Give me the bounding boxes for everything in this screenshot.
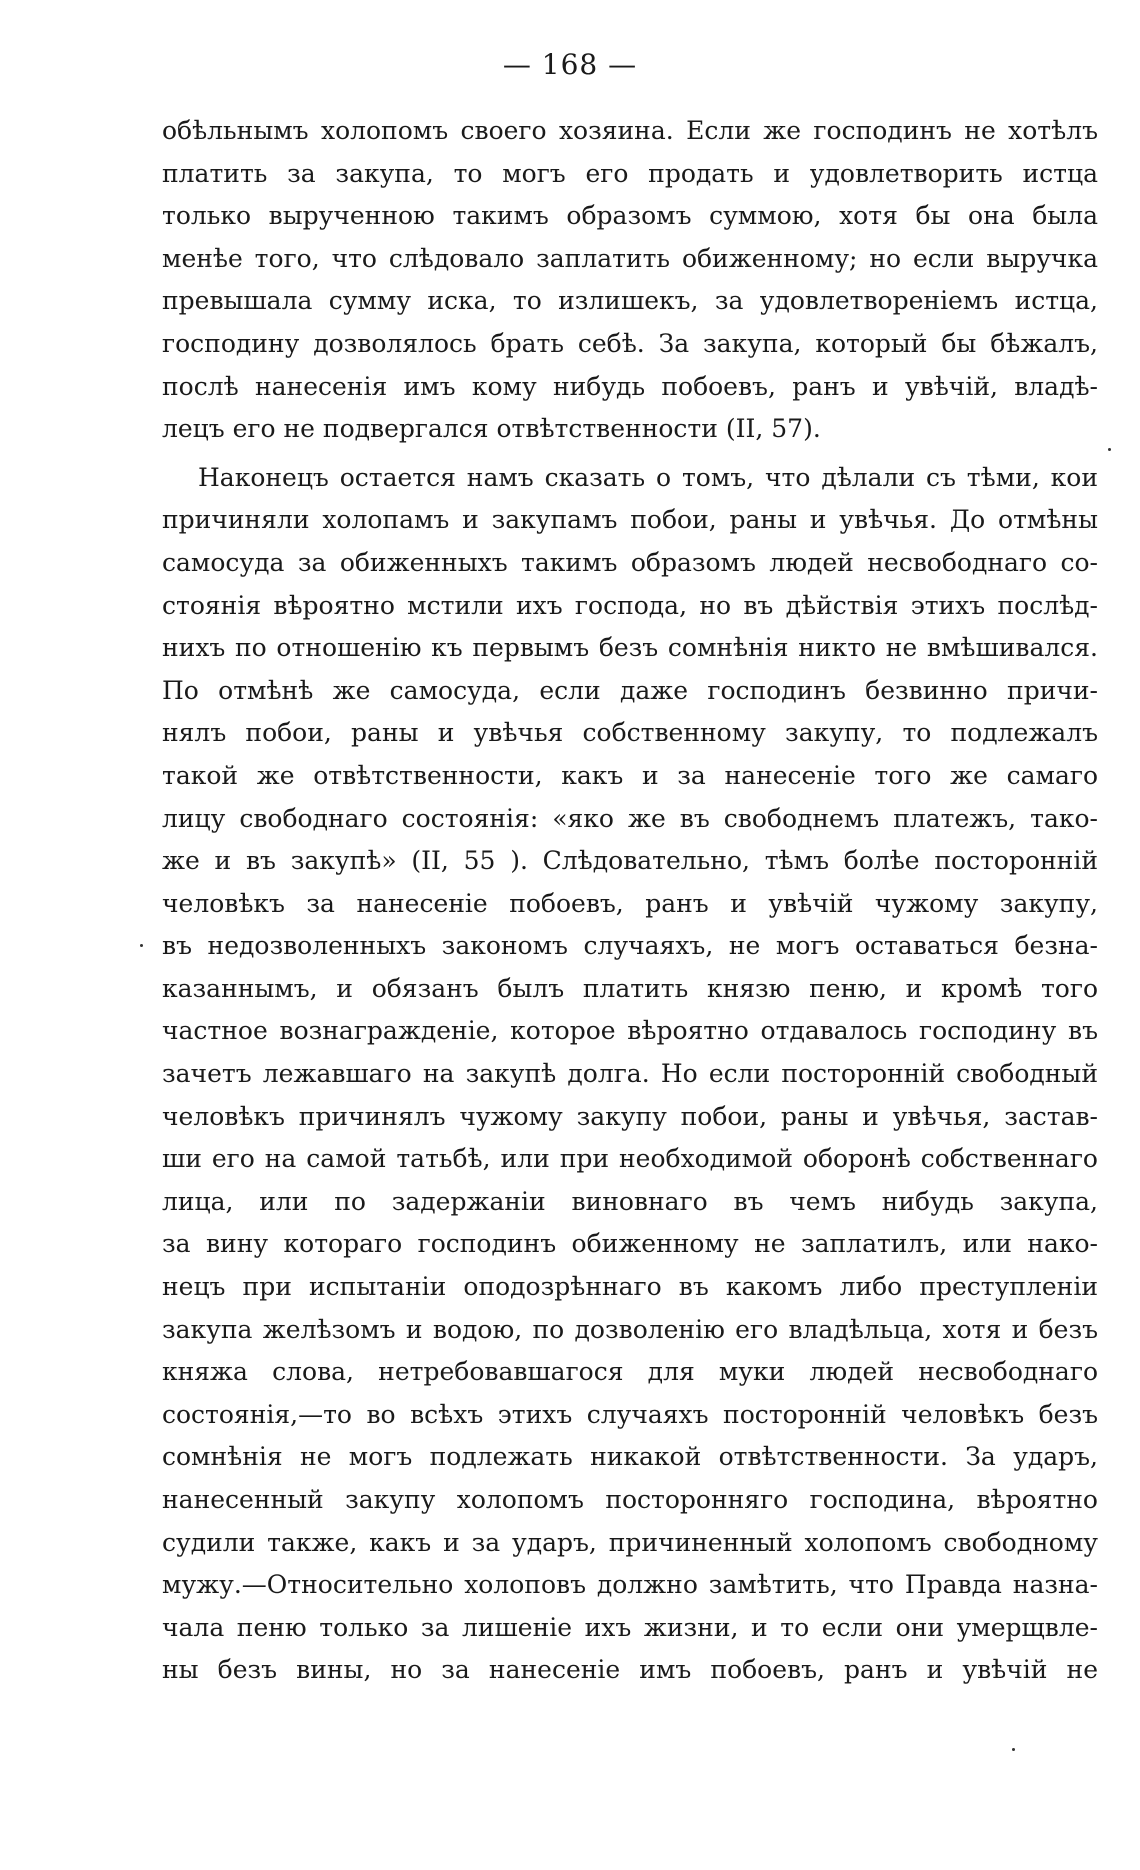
- text-line: лицу свободнаго состоянія: «яко же въ свободнемъ платежъ, тако-: [162, 803, 1098, 833]
- paragraph-2: [162, 457, 1098, 1692]
- paragraph-1: [162, 110, 1098, 451]
- text-line: человѣкъ за нанесеніе побоевъ, ранъ и увѣчій чужому закупу,: [162, 888, 1098, 918]
- text-line: закупа желѣзомъ и водою, по дозволенію его владѣльца, хотя и безъ: [162, 1314, 1098, 1344]
- page-number: — 168 —: [502, 48, 638, 81]
- text-line: обѣльнымъ холопомъ своего хозяина. Если же господинъ не хотѣлъ: [162, 116, 1098, 145]
- text-line: судили также, какъ и за ударъ, причиненный холопомъ свободному: [162, 1527, 1098, 1557]
- text-line: нялъ побои, раны и увѣчья собственному закупу, то подлежалъ: [162, 718, 1098, 748]
- text-line: сомнѣнія не могъ подлежать никакой отвѣтственности. За ударъ,: [162, 1442, 1098, 1472]
- text-line: же и въ закупѣ» (II, 55 ). Слѣдовательно, тѣмъ болѣе посторонній: [162, 846, 1098, 876]
- text-line: послѣ нанесенія имъ кому нибудь побоевъ, ранъ и увѣчій, владѣ-: [162, 371, 1098, 401]
- text-line: лецъ его не подвергался отвѣтственности (II, 57).: [162, 414, 821, 444]
- text-line: нихъ по отношенію къ первымъ безъ сомнѣнія никто не вмѣшивался.: [162, 633, 1098, 663]
- body-text: [162, 110, 1098, 1692]
- text-line: частное вознагражденіе, которое вѣроятно отдавалось господину въ: [162, 1016, 1098, 1046]
- text-line: нанесенный закупу холопомъ посторонняго господина, вѣроятно: [162, 1485, 1098, 1514]
- text-line: казаннымъ, и обязанъ былъ платить князю пеню, и кромѣ того: [162, 973, 1098, 1003]
- text-line: такой же отвѣтственности, какъ и за нанесеніе того же самаго: [162, 760, 1098, 790]
- text-line: за вину котораго господинъ обиженному не заплатилъ, или нако-: [162, 1229, 1098, 1259]
- text-line: мужу.—Относительно холоповъ должно замѣтить, что Правда назна-: [162, 1570, 1098, 1600]
- scan-speck: [140, 944, 143, 947]
- text-line: человѣкъ причинялъ чужому закупу побои, раны и увѣчья, застав-: [162, 1101, 1098, 1131]
- text-line: лица, или по задержаніи виновнаго въ чемъ нибудь закупа,: [162, 1186, 1098, 1216]
- text-line: Наконецъ остается намъ сказать о томъ, что дѣлали съ тѣми, кои: [198, 462, 1098, 492]
- text-line: стоянія вѣроятно мстили ихъ господа, но въ дѣйствія этихъ послѣд-: [162, 590, 1098, 620]
- scan-speck: [1108, 448, 1111, 451]
- scan-speck: [1012, 1748, 1015, 1751]
- text-line: только вырученною такимъ образомъ суммою, хотя бы она была: [162, 201, 1098, 231]
- text-line: превышала сумму иска, то излишекъ, за удовлетвореніемъ истца,: [162, 286, 1098, 316]
- text-line: въ недозволенныхъ закономъ случаяхъ, не могъ оставаться безна-: [162, 931, 1098, 961]
- text-line: платить за закупа, то могъ его продать и удовлетворить истца: [162, 158, 1098, 188]
- text-line: причиняли холопамъ и закупамъ побои, раны и увѣчья. До отмѣны: [162, 505, 1098, 535]
- text-line: чала пеню только за лишеніе ихъ жизни, и то если они умерщвле-: [162, 1612, 1098, 1642]
- text-line: самосуда за обиженныхъ такимъ образомъ людей несвободнаго со-: [162, 547, 1098, 577]
- text-line: княжа слова, нетребовавшагося для муки людей несвободнаго: [162, 1357, 1098, 1387]
- text-line: По отмѣнѣ же самосуда, если даже господинъ безвинно причи-: [162, 675, 1098, 705]
- text-line: ны безъ вины, но за нанесеніе имъ побоевъ, ранъ и увѣчій не: [162, 1655, 1098, 1685]
- text-line: господину дозволялось брать себѣ. За закупа, который бы бѣжалъ,: [162, 328, 1098, 358]
- text-line: нецъ при испытаніи оподозрѣннаго въ какомъ либо преступленіи: [162, 1272, 1098, 1302]
- text-line: ши его на самой татьбѣ, или при необходимой оборонѣ собственнаго: [162, 1144, 1098, 1174]
- text-line: менѣе того, что слѣдовало заплатить обиженному; но если выручка: [162, 243, 1098, 273]
- text-line: состоянія,—то во всѣхъ этихъ случаяхъ посторонній человѣкъ безъ: [162, 1399, 1098, 1429]
- text-line: зачетъ лежавшаго на закупѣ долга. Но если посторонній свободный: [162, 1059, 1098, 1089]
